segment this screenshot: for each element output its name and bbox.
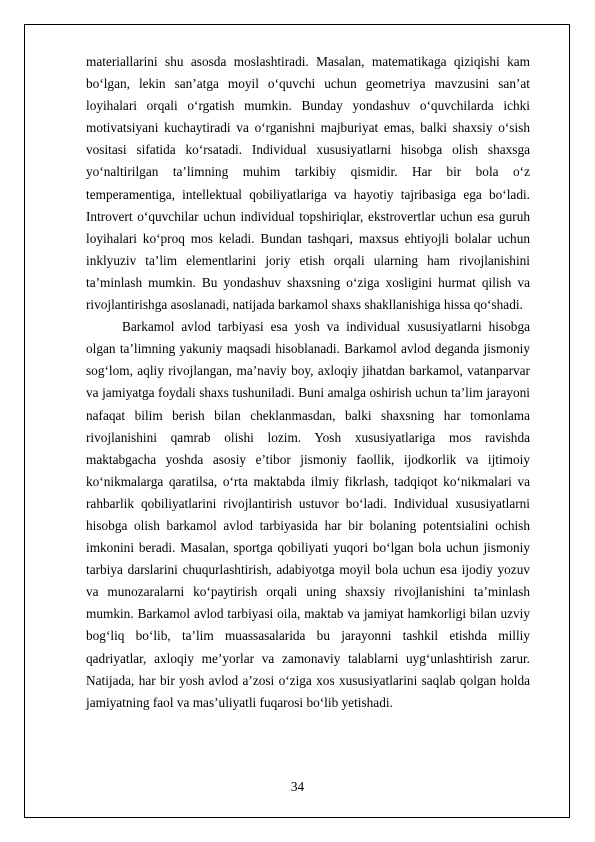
paragraph-continuation: materiallarini shu asosda moslashtiradi. Masalan, matematikaga qiziqishi kam bo‘lgan, lekin san’atga moyil o‘quvchi uchun geometriya mavzusini san’at loyihalari orqali o‘rgatish mumkin. Bunday yondashuv o‘quvchilarda ichki motivatsiyani kuchaytiradi va o‘rganishni majburiyat emas, balki shaxsiy o‘sish vositasi sifatida ko‘rsatadi. Individual xususiyatlarni hisobga olish shaxsga yo‘naltirilgan ta’limning muhim tarkibiy qismidir. Har bir bola o‘z temperamentiga, intellektual qobiliyatlariga va hayotiy tajribasiga ega bo‘ladi. Introvert o‘quvchilar uchun individual topshiriqlar, ekstrovertlar uchun esa guruh loyihalari ko‘proq mos keladi. Bundan tashqari, maxsus ehtiyojli bolalar uchun inklyuziv ta’lim elementlarini joriy etish orqali ularning ham rivojlanishini ta’minlash mumkin. Bu yondashuv shaxsning o‘ziga xosligini hurmat qilish va rivojlantirishga asoslanadi, natijada barkamol shaxs shakllanishiga hissa qo‘shadi. (86, 54, 530, 313)
document-body (86, 51, 530, 714)
page-number: 34 (290, 779, 305, 794)
paragraph-barkamol-avlod: Barkamol avlod tarbiyasi esa yosh va individual xususiyatlarni hisobga olgan ta’limning yakuniy maqsadi hisoblanadi. Barkamol avlod deganda jismoniy sog‘lom, aqliy rivojlangan, ma’naviy boy, axloqiy jihatdan barkamol, vatanparvar va jamiyatga foydali shaxs tushuniladi. Buni amalga oshirish uchun ta’lim jarayoni nafaqat bilim berish bilan cheklanmasdan, balki shaxsning har tomonlama rivojlanishini qamrab olishi lozim. Yosh xususiyatlariga mos ravishda maktabgacha yoshda asosiy e’tibor jismoniy faollik, ijodkorlik va ijtimoiy ko‘nikmalarga qaratilsa, o‘rta maktabda ilmiy fikrlash, tadqiqot ko‘nikmalari va rahbarlik qobiliyatlarini rivojlantirish ustuvor bo‘ladi. Individual xususiyatlarni hisobga olish barkamol avlod tarbiyasida har bir bolaning potentsialini ochish imkonini beradi. Masalan, sportga qobiliyati yuqori bo‘lgan bola uchun jismoniy tarbiya darslarini chuqurlashtirish, adabiyotga moyil bola uchun esa ijodiy yozuv va munozaralarni ko‘paytirish orqali uning shaxsiy rivojlanishini ta’minlash mumkin. Barkamol avlod tarbiyasi oila, maktab va jamiyat hamkorligi bilan uzviy bog‘liq bo‘lib, ta’lim muassasalarida bu jarayonni tashkil etishda milliy qadriyatlar, axloqiy me’yorlar va zamonaviy talablarni uyg‘unlashtirish zarur. Natijada, har bir yosh avlod a’zosi o‘ziga xos xususiyatlarini saqlab qolgan holda jamiyatning faol va mas’uliyatli fuqarosi bo‘lib yetishadi. (86, 319, 530, 710)
